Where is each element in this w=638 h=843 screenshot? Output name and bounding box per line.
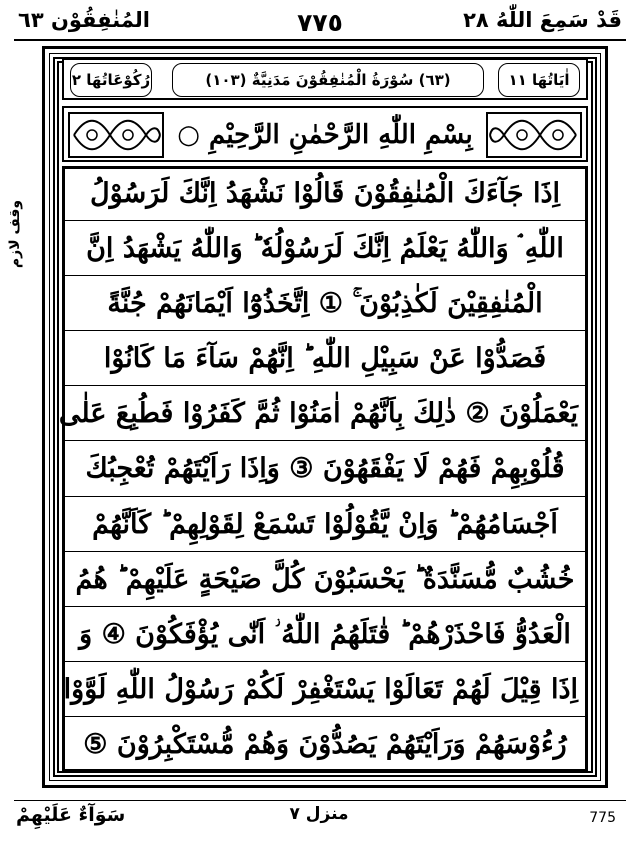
surah-banner: [62, 58, 588, 100]
margin-note: [0, 192, 26, 282]
waqf-lazim-note: وقف لازم: [7, 199, 23, 269]
verse-line-text: رُءُوْسَهُمْ وَرَاَيْتَهُمْ يَصُدُّوْنَ وَهُمْ مُّسْتَكْبِرُوْنَ ⑤: [83, 728, 567, 760]
page-number: 775: [589, 810, 616, 826]
surah-title: (٦٣) سُوْرَةُ الْمُنٰفِقُوْنَ مَدَنِيَّةٌ (١٠٣): [172, 63, 484, 97]
bismillah-panel: [62, 106, 588, 162]
verse-line: [62, 221, 588, 276]
surah-name-header: المُنٰفِقُوْن ٦٣: [18, 8, 151, 32]
verse-line: [62, 276, 588, 331]
arabesque-ornament-left: [68, 112, 164, 158]
header-divider: [14, 39, 626, 41]
bismillah: بِسْمِ اللّٰهِ الرَّحْمٰنِ الرَّحِيْمِ ○: [177, 120, 473, 150]
arabesque-ornament-right: [486, 112, 582, 158]
verse-line: [62, 331, 588, 386]
verse-line-text: اِذَا قِيْلَ لَهُمْ تَعَالَوْا يَسْتَغْفِرْ لَكُمْ رَسُوْلُ اللّٰهِ لَوَّوْا: [63, 673, 578, 705]
ruku-count: رُكُوْعَاتُهَا ٢: [70, 63, 152, 97]
verse-line: [62, 717, 588, 772]
page-header: [14, 6, 626, 40]
verse-lines: [58, 166, 588, 772]
verse-line: [62, 552, 588, 607]
verse-line-text: فَصَدُّوْا عَنْ سَبِيْلِ اللّٰهِ ؕ اِنَّهُمْ سَآءَ مَا كَانُوْا: [103, 343, 547, 375]
manzil-label: منزل ٧: [289, 804, 349, 824]
verse-line-text: اللّٰهِ ۘ وَاللّٰهُ يَعْلَمُ اِنَّكَ لَرَسُوْلُهٗ ؕ وَاللّٰهُ يَشْهَدُ اِنَّ: [86, 233, 564, 265]
verse-line-text: خُشُبٌ مُّسَنَّدَةٌ ؕ يَحْسَبُوْنَ كُلَّ صَيْحَةٍ عَلَيْهِمْ ؕ هُمُ: [75, 563, 575, 595]
ayat-count: اٰيَاتُهَا ١١: [498, 63, 580, 97]
footer-divider: [14, 800, 626, 801]
juz-name-header: قَدْ سَمِعَ اللّٰهُ ٢٨: [463, 8, 622, 32]
verse-line-text: الْعَدُوُّ فَاحْذَرْهُمْ ؕ قٰتَلَهُمُ اللّٰهُ ؗ اَنّٰى يُؤْفَكُوْنَ ④ وَ: [79, 618, 571, 650]
verse-line-text: يَعْمَلُوْنَ ② ذٰلِكَ بِاَنَّهُمْ اٰمَنُوْا ثُمَّ كَفَرُوْا فَطُبِعَ عَلٰى: [58, 398, 578, 430]
verse-line: [62, 607, 588, 662]
verse-line: [62, 166, 588, 221]
catchword: سَوَآءٌ عَلَيْهِمْ: [16, 804, 126, 826]
verse-line-text: قُلُوْبِهِمْ فَهُمْ لَا يَفْقَهُوْنَ ③ وَاِذَا رَاَيْتَهُمْ تُعْجِبُكَ: [85, 453, 565, 485]
verse-line: [62, 497, 588, 552]
verse-line-text: الْمُنٰفِقِيْنَ لَكٰذِبُوْنَ ۚ ① اِتَّخَذُوْٓا اَيْمَانَهُمْ جُنَّةً: [107, 288, 543, 320]
verse-line: [62, 662, 588, 717]
verse-line: [58, 386, 588, 441]
verse-line: [62, 441, 588, 496]
arabic-page-number: ٧٧٥: [297, 8, 343, 37]
verse-line-text: اِذَا جَآءَكَ الْمُنٰفِقُوْنَ قَالُوْا نَشْهَدُ اِنَّكَ لَرَسُوْلُ: [90, 178, 560, 209]
verse-line-text: اَجْسَامُهُمْ ؕ وَاِنْ يَّقُوْلُوْا تَسْمَعْ لِقَوْلِهِمْ ؕ كَاَنَّهُمْ: [92, 508, 558, 540]
